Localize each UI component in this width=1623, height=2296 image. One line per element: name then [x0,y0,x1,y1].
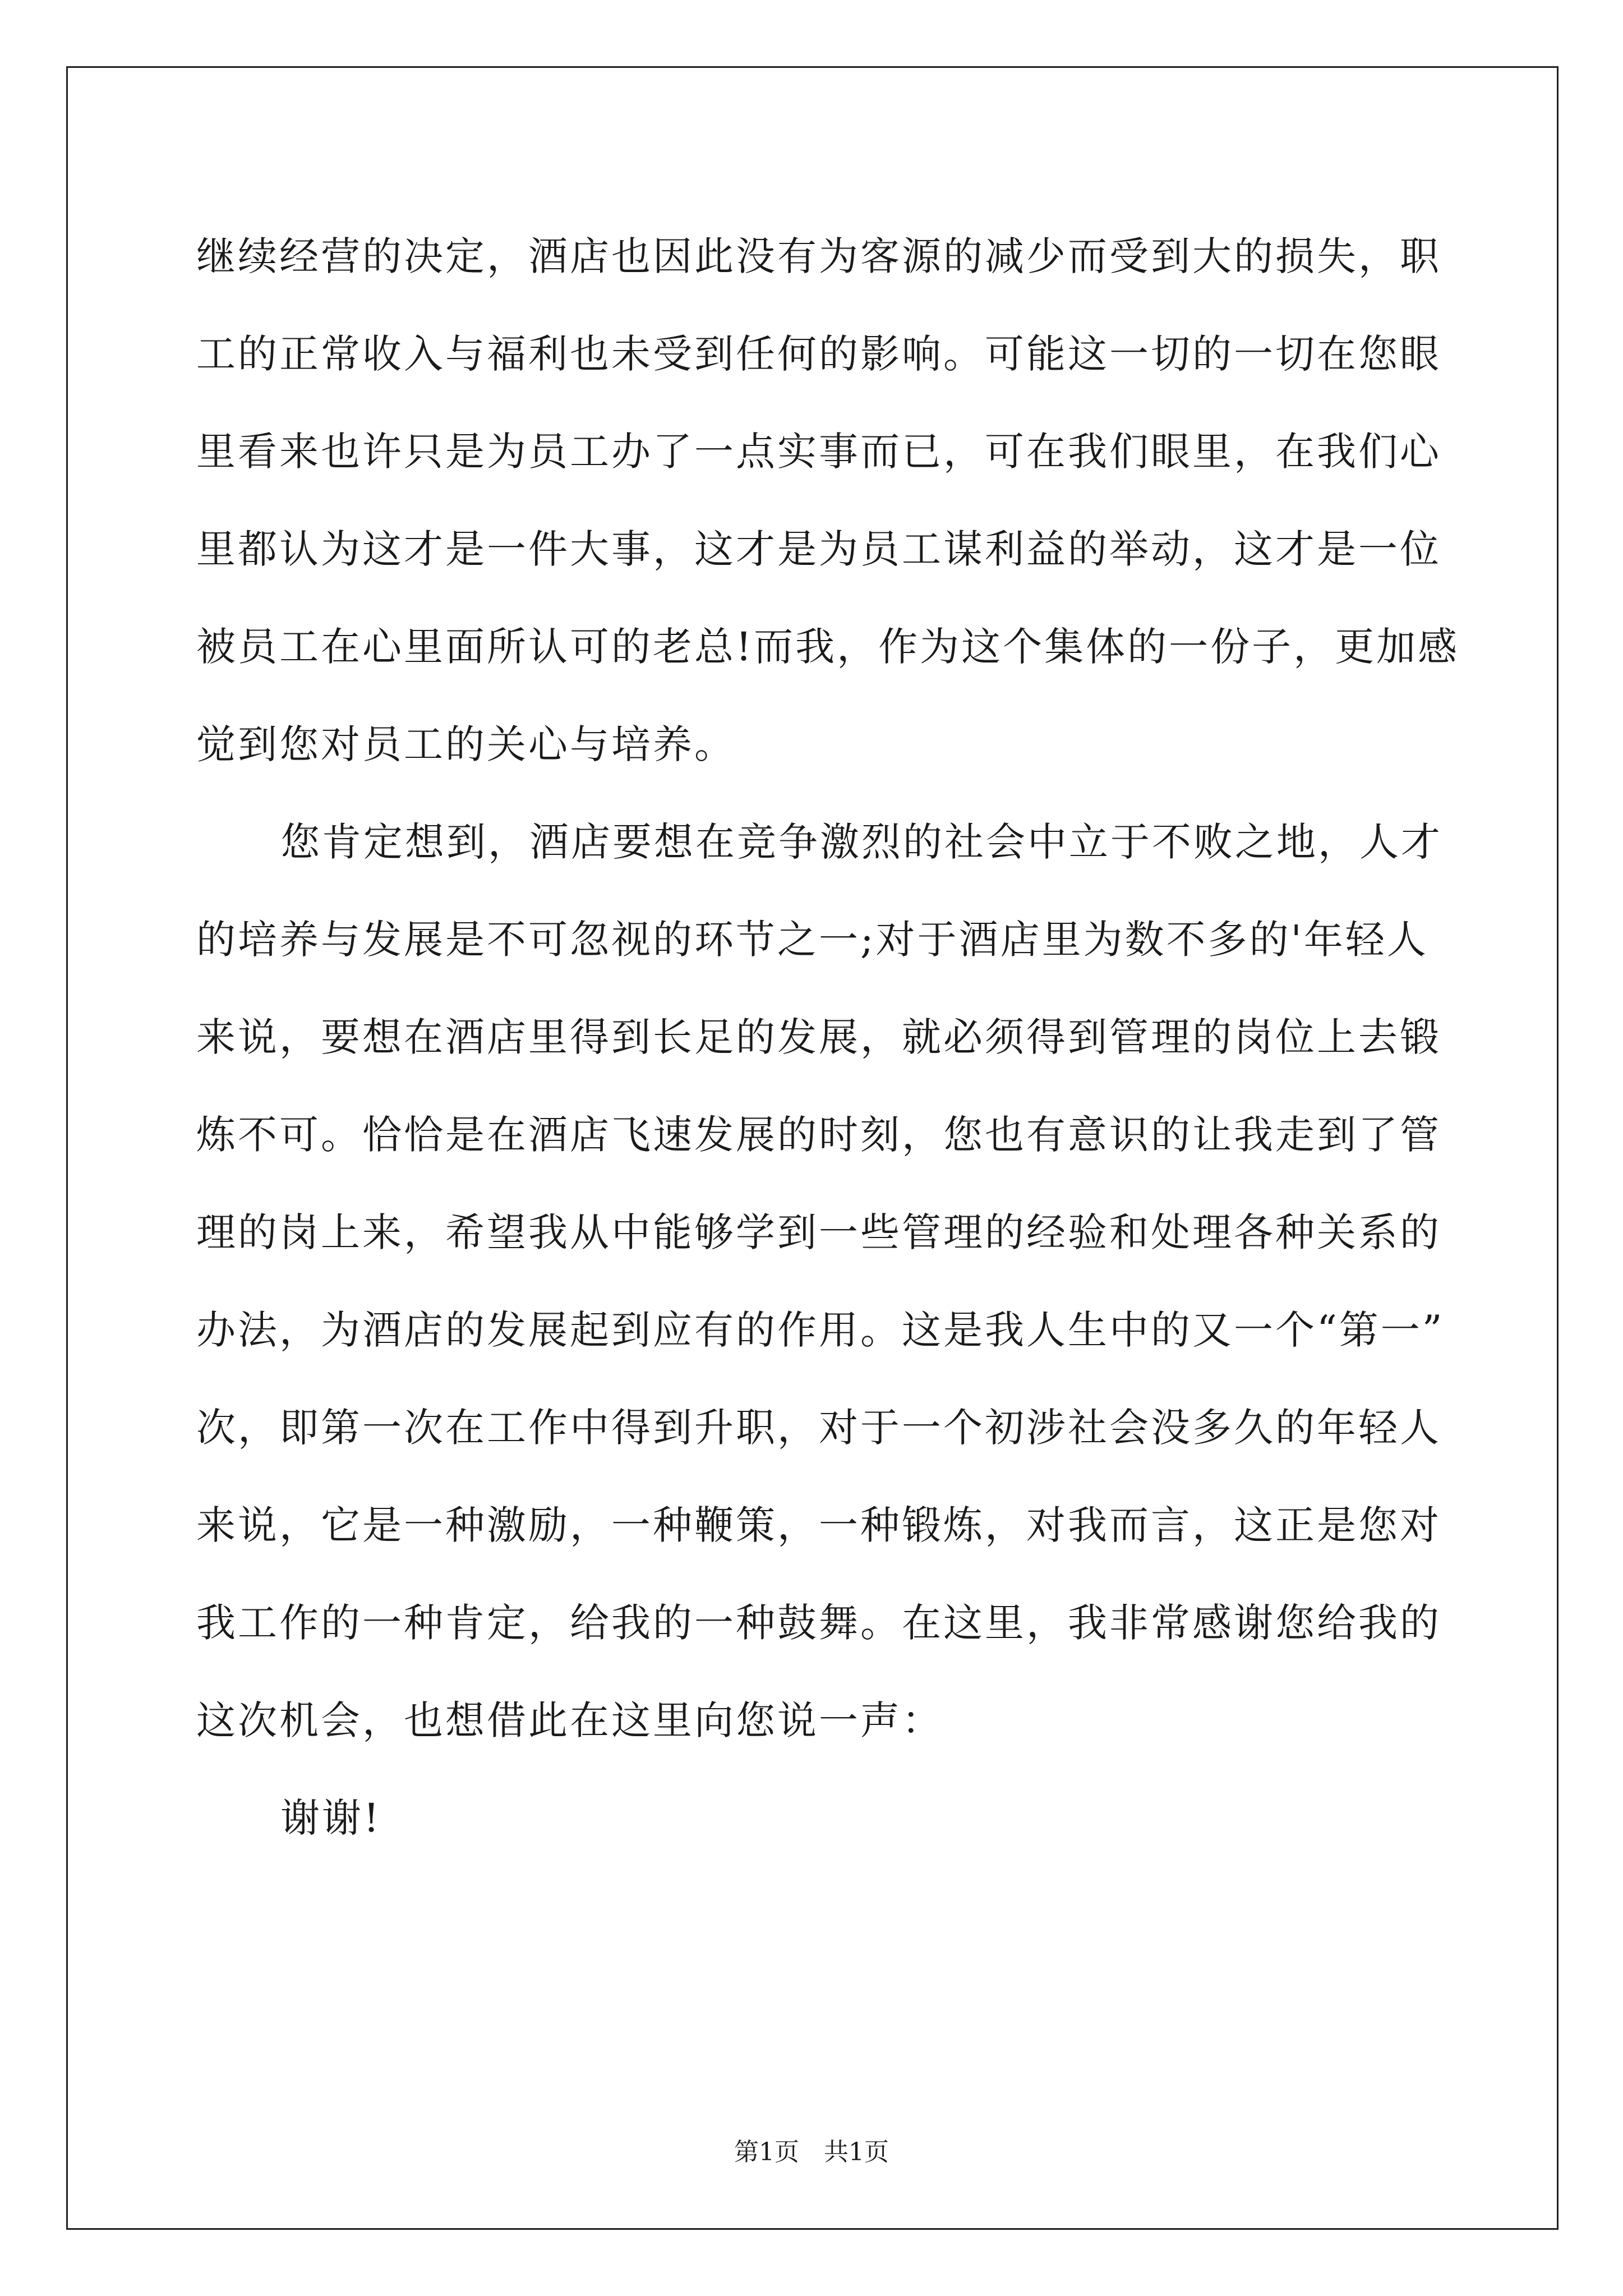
body-line: 这次机会，也想借此在这里向您说一声： [196,1697,943,1743]
body-line: 来说，它是一种激励，一种鞭策，一种锻炼，对我而言，这正是您对 [196,1502,1441,1548]
document-body [196,208,1460,1867]
body-line: 理的岗上来，希望我从中能够学到一些管理的经验和处理各种关系的 [196,1209,1441,1255]
body-line: 被员工在心里面所认可的老总!而我，作为这个集体的一份子，更加感 [196,624,1460,670]
body-line: 里看来也许只是为员工办了一点实事而已，可在我们眼里，在我们心 [196,429,1441,475]
body-line: 工的正常收入与福利也未受到任何的影响。可能这一切的一切在您眼 [196,331,1441,377]
body-line: 里都认为这才是一件大事，这才是为员工谋利益的举动，这才是一位 [196,526,1441,572]
body-line: 的培养与发展是不可忽视的环节之一;对于酒店里为数不多的'年轻人 [196,917,1428,963]
page-number-footer: 第1页 共1页 [734,2138,889,2166]
body-line: 觉到您对员工的关心与培养。 [196,721,736,767]
closing-line: 谢谢! [280,1795,382,1841]
body-line: 炼不可。恰恰是在酒店飞速发展的时刻，您也有意识的让我走到了管 [196,1112,1441,1158]
body-line: 我工作的一种肯定，给我的一种鼓舞。在这里，我非常感谢您给我的 [196,1600,1441,1646]
body-line: 办法，为酒店的发展起到应有的作用。这是我人生中的又一个“第一” [196,1307,1445,1353]
body-line: 继续经营的决定，酒店也因此没有为客源的减少而受到大的损失，职 [196,233,1441,279]
paragraph-start-line: 您肯定想到，酒店要想在竞争激烈的社会中立于不败之地，人才 [280,819,1442,865]
body-line: 来说，要想在酒店里得到长足的发展，就必须得到管理的岗位上去锻 [196,1014,1441,1060]
body-line: 次，即第一次在工作中得到升职，对于一个初涉社会没多久的年轻人 [196,1405,1441,1451]
